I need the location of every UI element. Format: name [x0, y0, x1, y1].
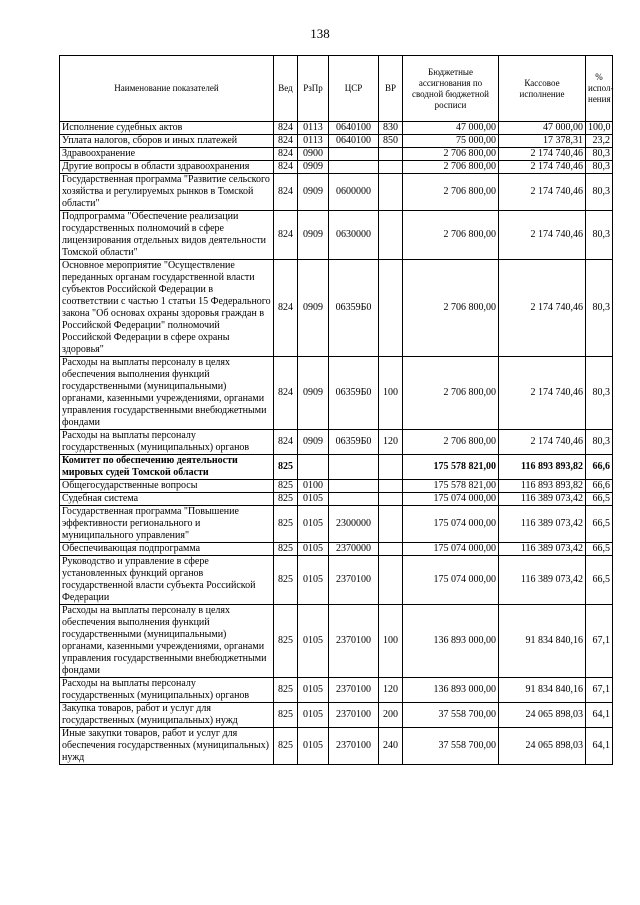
cell-budget: 175 578 821,00 [403, 480, 499, 493]
cell-csr: 0600000 [329, 174, 379, 211]
cell-vr [379, 211, 403, 260]
cell-vr: 830 [379, 122, 403, 135]
cell-csr [329, 161, 379, 174]
cell-vr: 100 [379, 357, 403, 430]
cell-vr [379, 506, 403, 543]
cell-cash: 91 834 840,16 [499, 678, 586, 703]
cell-rzpr: 0113 [298, 122, 329, 135]
cell-name: Обеспечивающая подпрограмма [60, 543, 274, 556]
cell-budget: 2 706 800,00 [403, 430, 499, 455]
cell-name: Подпрограмма "Обеспечение реализации государственных полномочий в сфере лицензирования отдельных видов деятельности Томской области" [60, 211, 274, 260]
table-row [60, 556, 613, 605]
cell-vr [379, 543, 403, 556]
cell-rzpr: 0100 [298, 480, 329, 493]
cell-ved: 825 [274, 703, 298, 728]
cell-ved: 825 [274, 493, 298, 506]
cell-cash: 2 174 740,46 [499, 357, 586, 430]
table-row [60, 543, 613, 556]
cell-cash: 2 174 740,46 [499, 174, 586, 211]
header-row [60, 56, 613, 122]
cell-csr [329, 493, 379, 506]
cell-cash: 116 893 893,82 [499, 455, 586, 480]
cell-vr: 240 [379, 728, 403, 765]
cell-name: Расходы на выплаты персоналу в целях обеспечения выполнения функций государственными (муниципальными) органами, казенными учреждениями, органами управления государственными внебюджетными фондами [60, 605, 274, 678]
cell-rzpr: 0909 [298, 211, 329, 260]
table-row [60, 493, 613, 506]
cell-percent: 67,1 [586, 605, 613, 678]
cell-ved: 824 [274, 430, 298, 455]
cell-percent: 80,3 [586, 211, 613, 260]
cell-csr: 2370100 [329, 605, 379, 678]
cell-rzpr: 0909 [298, 260, 329, 357]
cell-cash: 2 174 740,46 [499, 430, 586, 455]
cell-rzpr: 0105 [298, 678, 329, 703]
cell-name: Основное мероприятие "Осуществление переданных органам государственной власти субъектов Российской Федерации в соответствии с частью 1 статьи 15 Федерального закона "Об основах охраны здоровья граждан в Российской Федерации" полномочий Российской Федерации в сфере охраны здоровья" [60, 260, 274, 357]
cell-budget: 136 893 000,00 [403, 678, 499, 703]
cell-budget: 175 074 000,00 [403, 506, 499, 543]
cell-name: Уплата налогов, сборов и иных платежей [60, 135, 274, 148]
table-row [60, 506, 613, 543]
cell-rzpr: 0105 [298, 493, 329, 506]
cell-csr: 06359Б0 [329, 260, 379, 357]
cell-vr [379, 455, 403, 480]
cell-csr [329, 148, 379, 161]
cell-csr: 0640100 [329, 122, 379, 135]
cell-budget: 75 000,00 [403, 135, 499, 148]
cell-ved: 825 [274, 480, 298, 493]
cell-percent: 80,3 [586, 357, 613, 430]
header-budget: Бюджетные ассигнования по сводной бюджетной росписи [403, 56, 499, 122]
cell-cash: 2 174 740,46 [499, 148, 586, 161]
header-vr: ВР [379, 56, 403, 122]
cell-vr [379, 174, 403, 211]
cell-csr: 0640100 [329, 135, 379, 148]
header-name: Наименование показателей [60, 56, 274, 122]
header-rzpr: РзПр [298, 56, 329, 122]
cell-percent: 80,3 [586, 148, 613, 161]
cell-vr: 850 [379, 135, 403, 148]
table-row [60, 260, 613, 357]
cell-vr: 120 [379, 430, 403, 455]
cell-ved: 825 [274, 678, 298, 703]
cell-csr: 2370000 [329, 543, 379, 556]
cell-cash: 116 389 073,42 [499, 543, 586, 556]
cell-ved: 824 [274, 260, 298, 357]
cell-budget: 175 074 000,00 [403, 556, 499, 605]
cell-cash: 2 174 740,46 [499, 161, 586, 174]
cell-rzpr: 0909 [298, 357, 329, 430]
cell-name: Судебная система [60, 493, 274, 506]
cell-ved: 824 [274, 211, 298, 260]
cell-percent: 67,1 [586, 678, 613, 703]
cell-percent: 66,5 [586, 506, 613, 543]
table-row [60, 455, 613, 480]
cell-rzpr: 0105 [298, 605, 329, 678]
cell-budget: 2 706 800,00 [403, 260, 499, 357]
cell-ved: 825 [274, 506, 298, 543]
table-row [60, 357, 613, 430]
cell-percent: 66,6 [586, 480, 613, 493]
cell-rzpr [298, 455, 329, 480]
cell-ved: 825 [274, 455, 298, 480]
cell-rzpr: 0105 [298, 543, 329, 556]
cell-vr: 200 [379, 703, 403, 728]
cell-cash: 116 389 073,42 [499, 493, 586, 506]
cell-csr: 2370100 [329, 678, 379, 703]
cell-csr: 2370100 [329, 728, 379, 765]
cell-cash: 17 378,31 [499, 135, 586, 148]
cell-rzpr: 0105 [298, 556, 329, 605]
cell-ved: 824 [274, 357, 298, 430]
cell-cash: 2 174 740,46 [499, 211, 586, 260]
cell-name: Иные закупки товаров, работ и услуг для обеспечения государственных (муниципальных) нужд [60, 728, 274, 765]
table-row [60, 148, 613, 161]
table-row [60, 174, 613, 211]
header-percent: % испол-нения [586, 56, 613, 122]
header-ved: Вед [274, 56, 298, 122]
cell-ved: 825 [274, 556, 298, 605]
table-row [60, 605, 613, 678]
cell-name: Государственная программа "Повышение эффективности регионального и муниципального управления" [60, 506, 274, 543]
cell-csr: 2370100 [329, 703, 379, 728]
cell-name: Руководство и управление в сфере установленных функций органов государственной власти субъекта Российской Федерации [60, 556, 274, 605]
cell-ved: 825 [274, 728, 298, 765]
cell-ved: 825 [274, 543, 298, 556]
cell-budget: 2 706 800,00 [403, 148, 499, 161]
cell-budget: 37 558 700,00 [403, 703, 499, 728]
table-row [60, 211, 613, 260]
cell-cash: 2 174 740,46 [499, 260, 586, 357]
cell-cash: 47 000,00 [499, 122, 586, 135]
cell-vr [379, 493, 403, 506]
cell-cash: 24 065 898,03 [499, 703, 586, 728]
cell-rzpr: 0909 [298, 174, 329, 211]
cell-rzpr: 0900 [298, 148, 329, 161]
cell-vr [379, 260, 403, 357]
cell-budget: 175 074 000,00 [403, 543, 499, 556]
cell-budget: 136 893 000,00 [403, 605, 499, 678]
cell-percent: 80,3 [586, 174, 613, 211]
cell-csr: 06359Б0 [329, 357, 379, 430]
cell-cash: 116 893 893,82 [499, 480, 586, 493]
cell-rzpr: 0105 [298, 506, 329, 543]
cell-csr: 06359Б0 [329, 430, 379, 455]
cell-percent: 66,5 [586, 493, 613, 506]
cell-rzpr: 0105 [298, 703, 329, 728]
table-row [60, 728, 613, 765]
cell-percent: 80,3 [586, 161, 613, 174]
cell-csr: 2300000 [329, 506, 379, 543]
cell-budget: 47 000,00 [403, 122, 499, 135]
cell-csr [329, 455, 379, 480]
cell-ved: 824 [274, 161, 298, 174]
cell-rzpr: 0909 [298, 161, 329, 174]
cell-ved: 825 [274, 605, 298, 678]
cell-budget: 37 558 700,00 [403, 728, 499, 765]
cell-name: Закупка товаров, работ и услуг для государственных (муниципальных) нужд [60, 703, 274, 728]
cell-csr: 0630000 [329, 211, 379, 260]
cell-ved: 824 [274, 148, 298, 161]
cell-percent: 80,3 [586, 430, 613, 455]
table-row [60, 480, 613, 493]
table-row [60, 122, 613, 135]
cell-cash: 91 834 840,16 [499, 605, 586, 678]
cell-budget: 175 074 000,00 [403, 493, 499, 506]
table-row [60, 703, 613, 728]
page-number: 138 [310, 26, 330, 41]
cell-name: Исполнение судебных актов [60, 122, 274, 135]
cell-rzpr: 0909 [298, 430, 329, 455]
cell-budget: 2 706 800,00 [403, 174, 499, 211]
cell-budget: 2 706 800,00 [403, 357, 499, 430]
cell-ved: 824 [274, 174, 298, 211]
cell-name: Расходы на выплаты персоналу государственных (муниципальных) органов [60, 678, 274, 703]
cell-name: Здравоохранение [60, 148, 274, 161]
header-cash: Кассовое исполнение [499, 56, 586, 122]
table-row [60, 161, 613, 174]
cell-percent: 64,1 [586, 703, 613, 728]
cell-name: Расходы на выплаты персоналу государственных (муниципальных) органов [60, 430, 274, 455]
cell-rzpr: 0113 [298, 135, 329, 148]
cell-rzpr: 0105 [298, 728, 329, 765]
cell-vr: 120 [379, 678, 403, 703]
cell-percent: 66,5 [586, 543, 613, 556]
table-row [60, 135, 613, 148]
cell-percent: 64,1 [586, 728, 613, 765]
cell-budget: 2 706 800,00 [403, 211, 499, 260]
cell-csr: 2370100 [329, 556, 379, 605]
table-row [60, 678, 613, 703]
cell-vr: 100 [379, 605, 403, 678]
cell-name: Расходы на выплаты персоналу в целях обеспечения выполнения функций государственными (муниципальными) органами, казенными учреждениями, органами управления государственными внебюджетными фондами [60, 357, 274, 430]
cell-vr [379, 480, 403, 493]
cell-name: Комитет по обеспечению деятельности мировых судей Томской области [60, 455, 274, 480]
cell-cash: 116 389 073,42 [499, 556, 586, 605]
cell-ved: 824 [274, 135, 298, 148]
cell-ved: 824 [274, 122, 298, 135]
cell-name: Государственная программа "Развитие сельского хозяйства и регулируемых рынков в Томской области" [60, 174, 274, 211]
cell-name: Общегосударственные вопросы [60, 480, 274, 493]
cell-vr [379, 148, 403, 161]
cell-vr [379, 161, 403, 174]
cell-budget: 175 578 821,00 [403, 455, 499, 480]
budget-execution-table [59, 55, 613, 765]
header-csr: ЦСР [329, 56, 379, 122]
cell-cash: 24 065 898,03 [499, 728, 586, 765]
cell-percent: 23,2 [586, 135, 613, 148]
cell-percent: 66,6 [586, 455, 613, 480]
cell-percent: 80,3 [586, 260, 613, 357]
cell-csr [329, 480, 379, 493]
cell-vr [379, 556, 403, 605]
cell-cash: 116 389 073,42 [499, 506, 586, 543]
cell-percent: 100,0 [586, 122, 613, 135]
cell-name: Другие вопросы в области здравоохранения [60, 161, 274, 174]
cell-budget: 2 706 800,00 [403, 161, 499, 174]
table-row [60, 430, 613, 455]
cell-percent: 66,5 [586, 556, 613, 605]
